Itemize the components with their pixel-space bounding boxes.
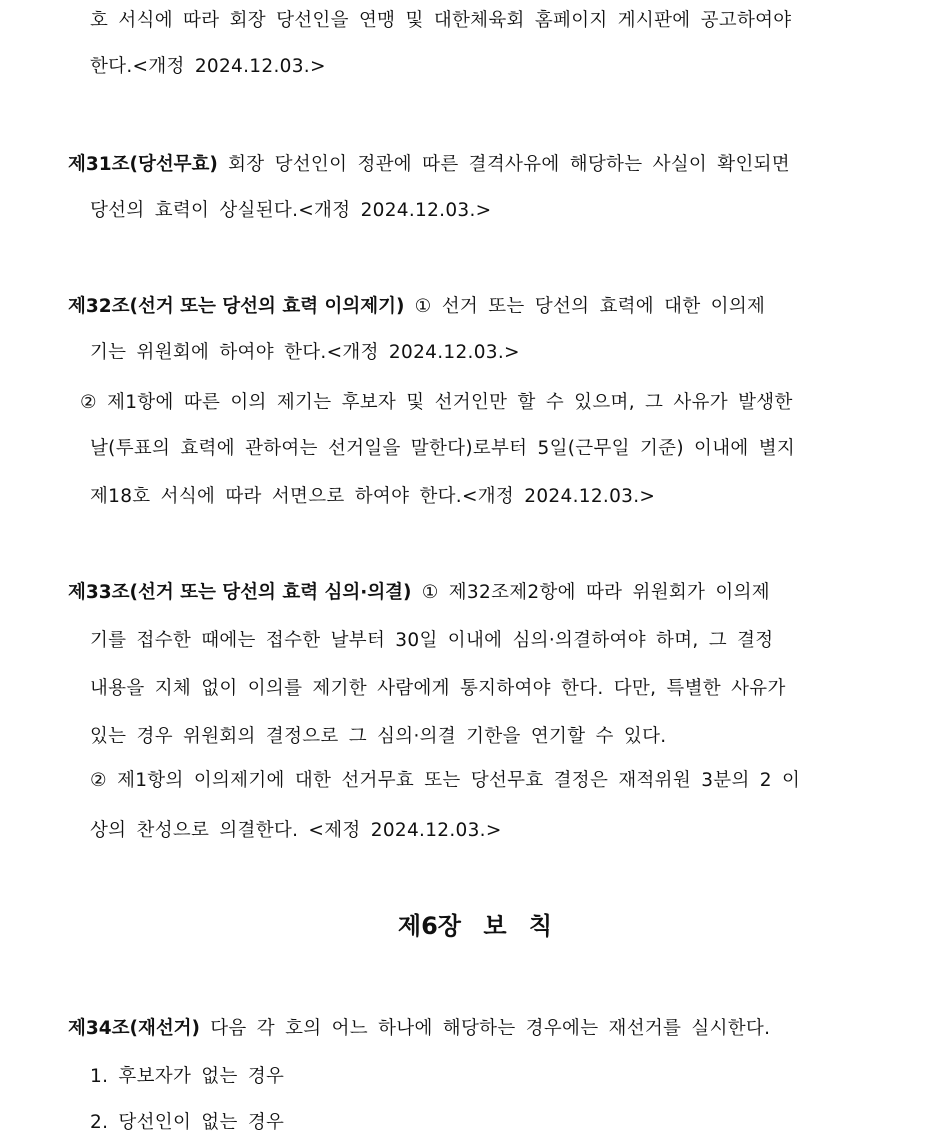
art32-para-2-line-3: 제18호 서식에 따라 서면으로 하여야 한다.<개정 2024.12.03.>: [90, 486, 656, 507]
art32-title: 제32조(선거 또는 당선의 효력 이의제기): [68, 296, 405, 317]
art33-line-1: [68, 578, 770, 604]
art33-title: 제33조(선거 또는 당선의 효력 심의·의결): [68, 582, 412, 603]
art32-para-2-line-1: ② 제1항에 따른 이의 제기는 후보자 및 선거인만 할 수 있으며, 그 사유가 발생한: [80, 392, 793, 413]
art31-line-1: [68, 150, 790, 176]
art31-title: 제31조(당선무효): [68, 154, 218, 175]
art31-text-1: 회장 당선인이 정관에 따른 결격사유에 해당하는 사실이 확인되면: [217, 154, 790, 175]
chapter-heading: 제6장 보 칙: [397, 912, 553, 940]
art33-line-2: 기를 접수한 때에는 접수한 날부터 30일 이내에 심의·의결하여야 하며, 그 결정: [90, 630, 774, 651]
art34-item-1: 1. 후보자가 없는 경우: [90, 1066, 285, 1087]
art33-para-2-line-1: ② 제1항의 이의제기에 대한 선거무효 또는 당선무효 결정은 재적위원 3분의 2 이: [90, 770, 801, 791]
art33-para-2-line-2: 상의 찬성으로 의결한다. <제정 2024.12.03.>: [90, 820, 502, 841]
art31-line-2: 당선의 효력이 상실된다.<개정 2024.12.03.>: [90, 200, 492, 221]
art33-line-4: 있는 경우 위원회의 결정으로 그 심의·의결 기한을 연기할 수 있다.: [90, 726, 667, 747]
art32-text-1: ① 선거 또는 당선의 효력에 대한 이의제: [404, 296, 766, 317]
art33-line-3: 내용을 지체 없이 이의를 제기한 사람에게 통지하여야 한다. 다만, 특별한 사유가: [90, 678, 786, 699]
art30-line-1: 호 서식에 따라 회장 당선인을 연맹 및 대한체육회 홈페이지 게시판에 공고하여야: [90, 10, 792, 31]
art32-para-2-line-2: 날(투표의 효력에 관하여는 선거일을 말한다)로부터 5일(근무일 기준) 이내에 별지: [90, 438, 796, 459]
art33-text-1: ① 제32조제2항에 따라 위원회가 이의제: [411, 582, 770, 603]
art34-title: 제34조(재선거): [68, 1018, 201, 1039]
art32-line-1: [68, 292, 765, 318]
art32-line-2: 기는 위원회에 하여야 한다.<개정 2024.12.03.>: [90, 342, 520, 363]
art30-line-2: 한다.<개정 2024.12.03.>: [90, 56, 326, 77]
art34-line-1: [68, 1014, 770, 1040]
art34-text-1: 다음 각 호의 어느 하나에 해당하는 경우에는 재선거를 실시한다.: [200, 1018, 771, 1039]
art34-item-2: 2. 당선인이 없는 경우: [90, 1112, 285, 1133]
